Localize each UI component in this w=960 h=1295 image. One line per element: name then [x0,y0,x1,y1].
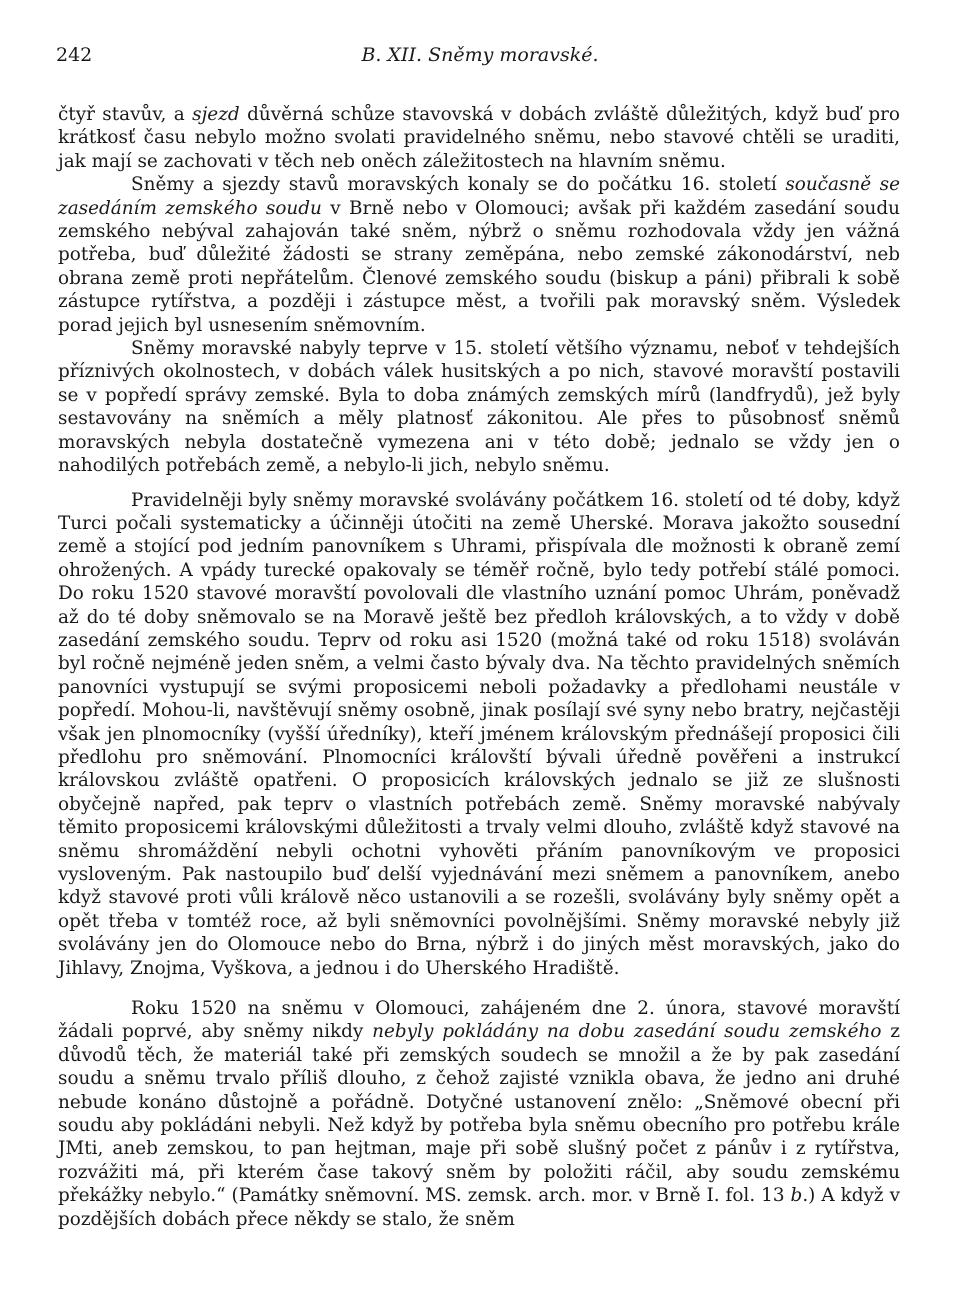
paragraph-1 [58,103,900,173]
paragraph-4: Pravidelněji byly sněmy moravské svolávány počátkem 16. století od té doby, když Turci počali systematicky a účinněji útočiti na země Uherské. Morava jakožto sousední země a stojící pod jedním panovníkem s Uhrami, přispívala dle možnosti k obraně zemí ohrožených. A vpády turecké opakovaly se téměř ročně, bylo tedy potřebí stálé pomoci. Do roku 1520 stavové moravští povolovali dle vlastního uznání pomoc Uhrám, poněvadž až do té doby sněmovalo se na Moravě ještě bez předloh královských, a to vždy v době zasedání zemského soudu. Teprv od roku asi 1520 (možná také od roku 1518) svoláván byl ročně nejméně jeden sněm, a velmi často bývaly dva. Na těchto pravidelných sněmích panovníci vystupují se svými proposicemi neboli požadavky a předlohami neustále v popředí. Mohou-li, navštěvují sněmy osobně, jinak posílají své syny nebo bratry, nejčastěji však jen plnomocníky (vyšší úředníky), kteří jménem královským přednášejí proposici čili předlohu pro sněmování. Plnomocníci královští bývali úředně pověřeni a instrukcí královskou zvláště opatřeni. O proposicích královských jednalo se již ze slušnosti obyčejně napřed, pak teprv o vlastních potřebách země. Sněmy moravské nabývaly těmito proposicemi královskými důležitosti a trvaly velmi dlouho, zvláště když stavové na sněmu shromáždění nebyli ochotni vyhověti přáním panovníkovým ve proposici vysloveným. Pak nastoupilo buď delší vyjednávání mezi sněmem a panovníkem, anebo když stavové proti vůli králově něco ustanovili a se rozešli, svolávány byly sněmy opět a opět třeba v tomtéž roce, až byli sněmovníci povolnějšími. Sněmy moravské nebyly již svolávány jen do Olomouce nebo do Brna, nýbrž i do jiných měst moravských, jako do Jihlavy, Znojma, Vyškova, a jednou i do Uherského Hradiště. [58,489,900,979]
text-run: z důvodů těch, že materiál také při zemských soudech se množil a že by pak zasedání soudu a sněmu trvalo příliš dlouho, z čehož zajisté vznikla obava, že jedno ani druhé nebude konáno důstojně a pořádně. Dotyčné ustanovení znělo: „Sněmové obecní při soudu aby pokládáni nebyli. Než když by potřeba byla sněmu obecního pro potřebu krále JMti, aneb zemskou, to pan hejtman, maje při sobě slušný počet z pánův i z rytířstva, rozvážiti má, při kterém čase takový sněm by položiti ráčil, aby soudu zemskému překážky nebylo.“ (Památky sněmovní. MS. zemsk. arch. mor. v Brně I. fol. 13 [58,1021,900,1207]
text-run: čtyř stavův, a [58,104,193,125]
emphasis: současně se zasedáním zemského soudu [58,174,900,219]
page-header [56,44,904,74]
text-run: Roku 1520 na sněmu v Olomouci, zahájeném dne 2. února, stavové moravští žádali poprvé, aby sněmy nikdy [58,998,900,1043]
emphasis: b [790,1185,803,1207]
emphasis: nebyly pokládány na dobu zasedání soudu zemského [372,1021,882,1043]
text-run: .) A když v pozdějších dobách přece někdy se stalo, že sněm [58,1185,900,1230]
emphasis: sjezd [192,104,240,125]
page-number: 242 [56,44,93,66]
paragraph-5 [58,997,900,1231]
paragraph-2 [58,173,900,337]
body-text [58,103,900,1231]
text-run: v Brně nebo v Olomouci; avšak při každém zasedání soudu zemského nebýval zahajován také sněm, nýbrž o sněmu rozhodovala vždy jen vážná potřeba, buď důležité žádosti se strany zeměpána, nebo zemské zákonodárství, neb obrana země proti nepřátelům. Členové zemského soudu (biskup a páni) přibrali k sobě zástupce rytířstva, a později i zástupce měst, a tvořili pak moravský sněm. Výsledek porad jejich byl usnesením sněmovním. [58,197,900,336]
paragraph-3: Sněmy moravské nabyly teprve v 15. století většího významu, neboť v tehdejších příznivých okolnostech, v dobách válek husitských a po nich, stavové moravští postavili se v popředí správy zemské. Byla to doba známých zemských mírů (landfrydů), jež byly sestavovány na sněmích a měly platnosť zákonitou. Ale přes to působnosť sněmů moravských nebyla dostatečně vymezena ani v této době; jednalo se vždy jen o nahodilých potřebách země, a nebylo-li jich, nebylo sněmu. [58,338,900,477]
text-run: důvěrná schůze stavovská v dobách zvláště důležitých, když buď pro krátkosť času nebylo možno svolati pravidelného sněmu, nebo stavové chtěli se uraditi, jak mají se zachovati v těch neb oněch záležitostech na hlavním sněmu. [58,104,901,172]
running-title: B. XII. Sněmy moravské. [361,44,599,66]
text-run: Sněmy a sjezdy stavů moravských konaly se do počátku 16. století [131,174,786,196]
